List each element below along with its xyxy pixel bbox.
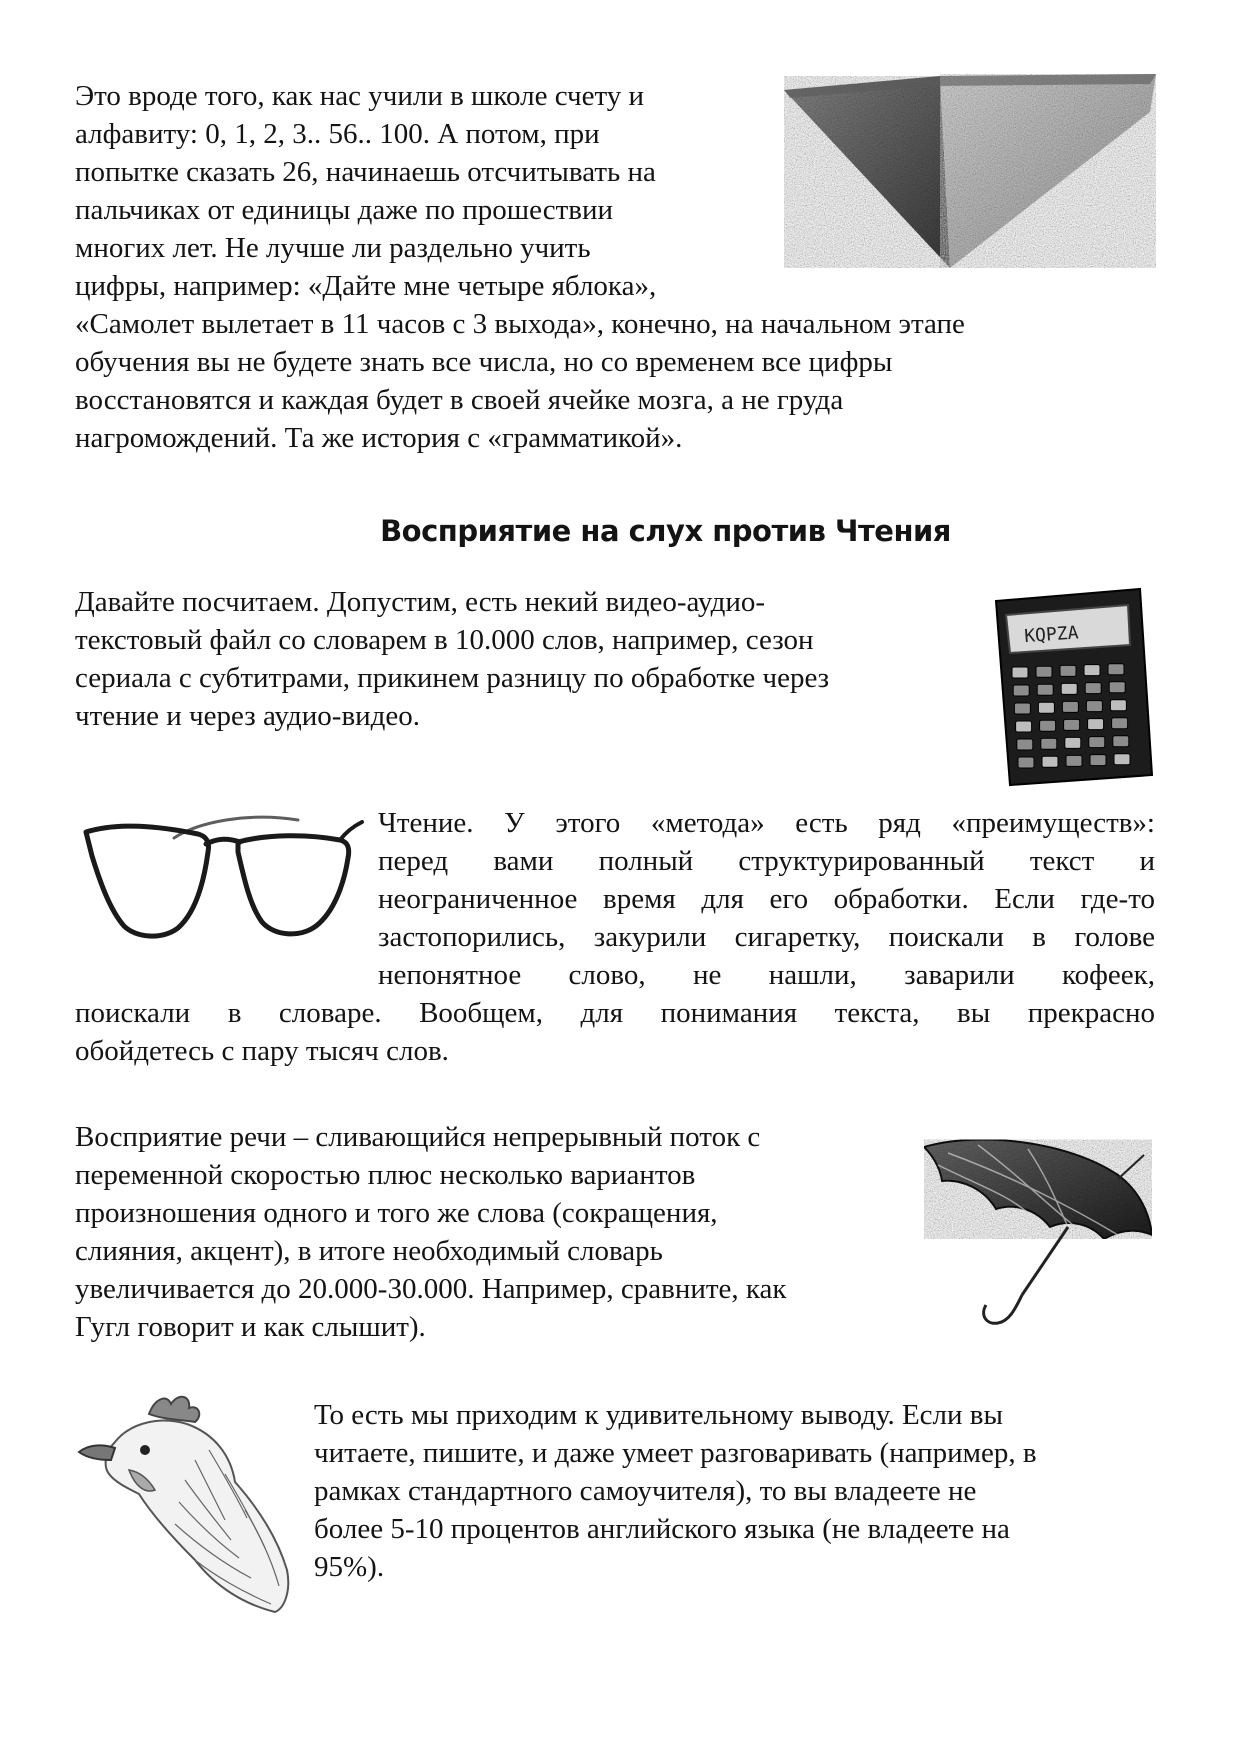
text-line: многих лет. Не лучше ли раздельно учить: [75, 232, 591, 264]
text-line: застопорились, закурили сигаретку, поискали в голове: [378, 921, 1155, 953]
text-line: пальчиках от единицы даже по прошествии: [75, 194, 614, 226]
calculator-key: [1041, 738, 1057, 749]
text-line: Чтение. У этого «метода» есть ряд «преимуществ»:: [378, 807, 1155, 839]
text-line: непонятное слово, не нашли, заварили кофеек,: [378, 959, 1155, 991]
calculator-key: [1016, 721, 1032, 732]
calculator-key: [1108, 664, 1124, 675]
chicken-illustration: [75, 1390, 300, 1615]
calculator-key: [1085, 683, 1101, 694]
text-line: рамках стандартного самоучителя), то вы владеете не: [314, 1475, 977, 1507]
text-line: цифры, например: «Дайте мне четыре яблока»,: [75, 270, 657, 302]
text-line: обойдетесь с пару тысяч слов.: [75, 1035, 449, 1067]
section-heading-text: Восприятие на слух против Чтения: [380, 514, 951, 548]
calculator-key: [1061, 683, 1077, 694]
calculator-key: [1066, 755, 1082, 766]
calculator-key: [1060, 665, 1076, 676]
paragraph-conclusion: [314, 1396, 1037, 1586]
glasses-illustration: [78, 812, 368, 952]
calculator-illustration: [990, 585, 1160, 795]
calculator-key: [1088, 719, 1104, 730]
calculator-key: [1012, 667, 1028, 678]
calculator-key: [1040, 720, 1056, 731]
paragraph-lets-count: [75, 583, 829, 735]
text-line: Восприятие речи – сливающийся непрерывный поток с: [75, 1121, 761, 1153]
calculator-key: [1086, 701, 1102, 712]
calculator-key: [1013, 685, 1029, 696]
calculator-key: [1036, 666, 1052, 677]
calculator-key: [1110, 700, 1126, 711]
text-line: более 5-10 процентов английского языка (не владеете на: [314, 1513, 1010, 1545]
text-line: обучения вы не будете знать все числа, но со временем все цифры: [75, 346, 893, 378]
calculator-key: [1038, 702, 1054, 713]
calculator-key: [1017, 739, 1033, 750]
calculator-key: [1114, 754, 1130, 765]
text-line: переменной скоростью плюс несколько вариантов: [75, 1159, 696, 1191]
text-line: Гугл говорит и как слышит).: [75, 1311, 426, 1343]
calculator-display-text: KQPZA: [1023, 622, 1080, 648]
calculator-key: [1014, 703, 1030, 714]
calculator-key: [1062, 701, 1078, 712]
text-line: произношения одного и того же слова (сокращения,: [75, 1197, 718, 1229]
text-line: читаете, пишите, и даже умеет разговаривать (например, в: [314, 1437, 1037, 1469]
text-line: неограниченное время для его обработки. Если где-то: [378, 883, 1155, 915]
paragraph-reading-cont: [75, 994, 1155, 1070]
calculator-key: [1084, 665, 1100, 676]
text-line: увеличивается до 20.000-30.000. Например, сравните, как: [75, 1273, 787, 1305]
paragraph-reading: [378, 804, 1155, 994]
text-line: восстановятся и каждая будет в своей ячейке мозга, а не груда: [75, 384, 844, 416]
calculator-key: [1065, 737, 1081, 748]
calculator-key: [1109, 682, 1125, 693]
text-line: сериала с субтитрами, прикинем разницу по обработке через: [75, 662, 830, 694]
calculator-key: [1089, 737, 1105, 748]
text-line: 95%).: [314, 1551, 385, 1583]
text-line: поискали в словаре. Вообщем, для понимания текста, вы прекрасно: [75, 997, 1155, 1029]
text-line: слияния, акцент), в итоге необходимый словарь: [75, 1235, 663, 1267]
umbrella-illustration: [918, 1135, 1158, 1335]
text-line: текстовый файл со словарем в 10.000 слов, например, сезон: [75, 624, 814, 656]
text-line: То есть мы приходим к удивительному выводу. Если вы: [314, 1399, 1003, 1431]
paragraph-speech: [75, 1118, 787, 1346]
text-line: Давайте посчитаем. Допустим, есть некий видео-аудио-: [75, 586, 766, 618]
text-line: Это вроде того, как нас учили в школе счету и: [75, 80, 645, 112]
text-line: алфавиту: 0, 1, 2, 3.. 56.. 100. А потом, при: [75, 118, 600, 150]
section-heading: [0, 514, 1239, 548]
text-line: «Самолет вылетает в 11 часов с 3 выхода», конечно, на начальном этапе: [75, 308, 965, 340]
calculator-key: [1064, 719, 1080, 730]
pyramid-illustration: [780, 72, 1160, 277]
text-line: перед вами полный структурированный текст и: [378, 845, 1155, 877]
calculator-key: [1018, 757, 1034, 768]
calculator-key: [1090, 755, 1106, 766]
text-line: попытке сказать 26, начинаешь отсчитывать на: [75, 156, 656, 188]
text-line: чтение и через аудио-видео.: [75, 700, 421, 732]
calculator-key: [1113, 736, 1129, 747]
calculator-key: [1037, 684, 1053, 695]
calculator-key: [1112, 718, 1128, 729]
calculator-key: [1042, 756, 1058, 767]
text-line: нагромождений. Та же история с «грамматикой».: [75, 422, 683, 454]
